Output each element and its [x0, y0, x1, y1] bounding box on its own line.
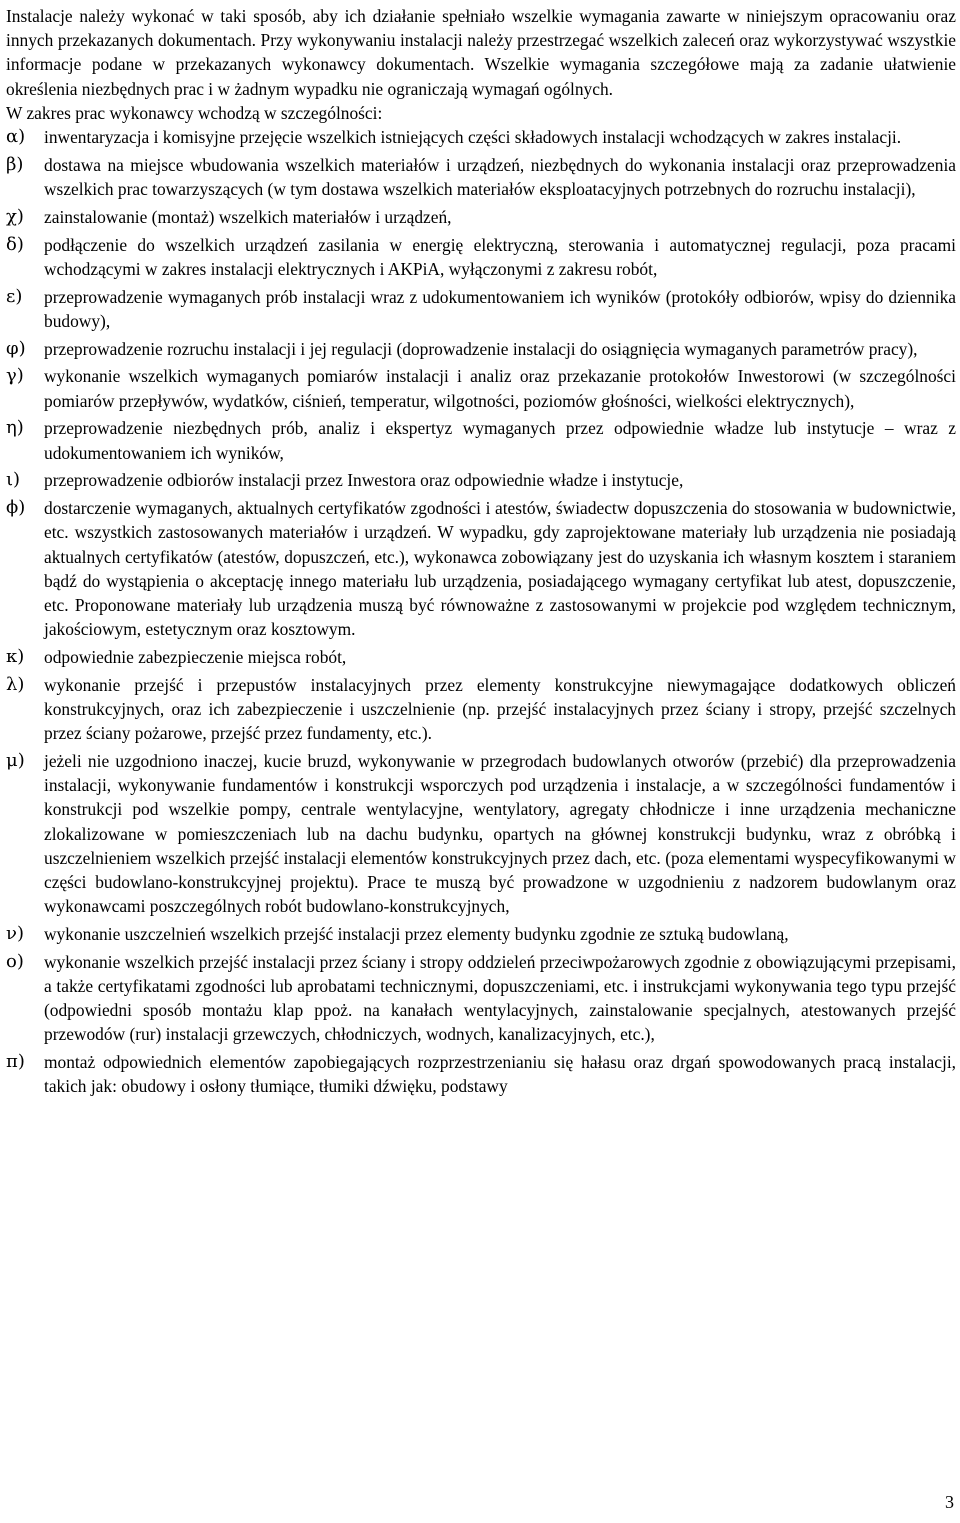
list-item	[6, 364, 956, 412]
scope-heading: W zakres prac wykonawcy wchodzą w szczególności:	[6, 102, 383, 123]
document-page	[6, 4, 956, 1099]
list-item	[6, 416, 956, 464]
list-marker: φ)	[6, 337, 26, 359]
list-marker: η)	[6, 417, 24, 439]
page-number: 3	[945, 1492, 954, 1512]
list-item-text: jeżeli nie uzgodniono inaczej, kucie bruzd, wykonywanie w przegrodach budowlanych otworów (przebić) dla przeprowadzenia instalacji, wykonywanie fundamentów i konstrukcji wsporczych pod urządzenia i instalacje, a w szczególności fundamentów i konstrukcji pod wszelkie pompy, centrale wentylacyjne, wentylatory, agregaty chłodnicze i inne urządzenia mechaniczne zlokalizowane w pomieszczeniach lub na dachu budynku, opartych na głównej konstrukcji budynku, wraz z obróbką i uszczelnieniem wszelkich przejść instalacji elementów konstrukcyjnych przez dach, etc. (poza elementami wyspecyfikowanymi w części budowlano-konstrukcyjnej projektu). Prace te muszą być prowadzone w uzgodnieniu z nadzorem budowlanym oraz wykonawcami poszczególnych robót budowlano-konstrukcyjnych,	[44, 751, 956, 917]
list-marker: λ)	[6, 673, 25, 695]
list-item-text: wykonanie wszelkich wymaganych pomiarów instalacji i analiz oraz przekazanie protokołów Inwestorowi (w szczególności pomiarów przepływów, wydatków, ciśnień, temperatur, wilgotności, poziomów głośności, wielkości elektrycznych),	[44, 366, 956, 411]
list-item-text: podłączenie do wszelkich urządzeń zasilania w energię elektryczną, sterowania i automatycznej regulacji, poza pracami wchodzącymi w zakres instalacji elektrycznych i AKPiA, wyłączonymi z zakresu robót,	[44, 234, 956, 279]
list-item	[6, 205, 956, 229]
list-marker: ε)	[6, 285, 23, 307]
list-marker: κ)	[6, 646, 25, 668]
list-item	[6, 673, 956, 746]
list-item	[6, 285, 956, 333]
list-item-text: wykonanie wszelkich przejść instalacji przez ściany i stropy oddzieleń przeciwpożarowych zgodnie z obowiązującymi przepisami, a także certyfikatami zgodności lub aprobatami technicznymi, dopuszczeniami, etc. i instrukcjami wykonywania tego typu przejść (odpowiedni sposób montażu klap ppoż. na kanałach wentylacyjnych, zainstalowanie specjalnych, atestowanych przejść przewodów (rur) instalacji grzewczych, chłodniczych, wodnych, kanalizacyjnych, etc.),	[44, 951, 956, 1045]
list-item-text: wykonanie uszczelnień wszelkich przejść instalacji przez elementy budynku zgodnie ze sztuką budowlaną,	[44, 924, 789, 945]
list-item-text: odpowiednie zabezpieczenie miejsca robót,	[44, 647, 347, 668]
list-item-text: inwentaryzacja i komisyjne przejęcie wszelkich istniejących części składowych instalacji wchodzących w zakres instalacji.	[44, 127, 902, 148]
list-marker: π)	[6, 1051, 25, 1073]
list-item	[6, 496, 956, 641]
list-marker: ϕ)	[6, 497, 26, 519]
list-item	[6, 337, 956, 361]
list-marker: ι)	[6, 469, 21, 491]
list-item	[6, 233, 956, 281]
list-item	[6, 125, 956, 149]
list-marker: δ)	[6, 233, 24, 255]
list-item-text: dostarczenie wymaganych, aktualnych certyfikatów zgodności i atestów, świadectw dopuszczenia do stosowania w budownictwie, etc. wszystkich zastosowanych materiałów i urządzeń. W wypadku, gdy zaprojektowane materiały lub urządzenia nie posiadają aktualnych certyfikatów (atestów, dopuszczeń, etc.), wykonawca zobowiązany jest do uzyskania ich własnym kosztem i staraniem bądź do wystąpienia o akceptację innego materiału lub urządzenia, posiadającego wymagany certyfikat lub atest, dopuszczenie, etc. Proponowane materiały lub urządzenia muszą być równoważne z zastosowanymi w projekcie pod względem technicznym, jakościowym, estetycznym oraz kosztowym.	[44, 498, 956, 640]
list-item	[6, 153, 956, 201]
list-item	[6, 645, 956, 669]
list-marker: ο)	[6, 950, 24, 972]
list-item-text: montaż odpowiednich elementów zapobiegających rozprzestrzenianiu się hałasu oraz drgań spowodowanych pracą instalacji, takich jak: obudowy i osłony tłumiące, tłumiki dźwięku, podstawy	[44, 1052, 956, 1097]
list-item	[6, 1050, 956, 1098]
scope-list	[6, 125, 956, 1099]
list-item-text: przeprowadzenie wymaganych prób instalacji wraz z udokumentowaniem ich wyników (protokóły odbiorów, wpisy do dziennika budowy),	[44, 286, 956, 331]
list-marker: α)	[6, 126, 26, 148]
list-marker: β)	[6, 153, 24, 175]
list-item-text: dostawa na miejsce wbudowania wszelkich materiałów i urządzeń, niezbędnych do wykonania instalacji oraz przeprowadzenia wszelkich prac towarzyszących (w tym dostawa wszelkich materiałów eksploatacyjnych potrzebnych do rozruchu instalacji),	[44, 154, 956, 200]
list-item-text: zainstalowanie (montaż) wszelkich materiałów i urządzeń,	[44, 206, 452, 227]
list-item-text: przeprowadzenie odbiorów instalacji przez Inwestora oraz odpowiednie władze i instytucje,	[44, 470, 684, 491]
list-item	[6, 922, 956, 946]
list-marker: ν)	[6, 923, 24, 945]
list-item	[6, 749, 956, 918]
list-item	[6, 468, 956, 492]
list-marker: μ)	[6, 750, 25, 772]
list-item	[6, 950, 956, 1047]
list-marker: χ)	[6, 205, 24, 227]
intro-paragraph: Instalacje należy wykonać w taki sposób, aby ich działanie spełniało wszelkie wymagania zawarte w niniejszym opracowaniu oraz innych przekazanych dokumentach. Przy wykonywaniu instalacji należy przestrzegać wszelkich zaleceń oraz wykorzystywać wszystkie informacje podane w przekazanych wykonawcy dokumentach. Wszelkie wymagania szczegółowe mają za zadanie ułatwienie określenia niezbędnych prac i w żadnym wypadku nie ograniczają wymagań ogólnych.	[6, 6, 956, 99]
list-item-text: przeprowadzenie rozruchu instalacji i jej regulacji (doprowadzenie instalacji do osiągnięcia wymaganych parametrów pracy),	[44, 338, 918, 359]
list-marker: γ)	[6, 365, 24, 387]
list-item-text: wykonanie przejść i przepustów instalacyjnych przez elementy konstrukcyjne niewymagające dodatkowych obliczeń konstrukcyjnych, oraz ich zabezpieczenie i uszczelnienie (np. przejść instalacyjnych przez ściany i stropy, przejść szczelnych przez ściany pożarowe, przejść przez fundamenty, etc.).	[44, 674, 956, 744]
list-item-text: przeprowadzenie niezbędnych prób, analiz i ekspertyz wymaganych przez odpowiednie władze lub instytucje – wraz z udokumentowaniem ich wyników,	[44, 418, 956, 463]
